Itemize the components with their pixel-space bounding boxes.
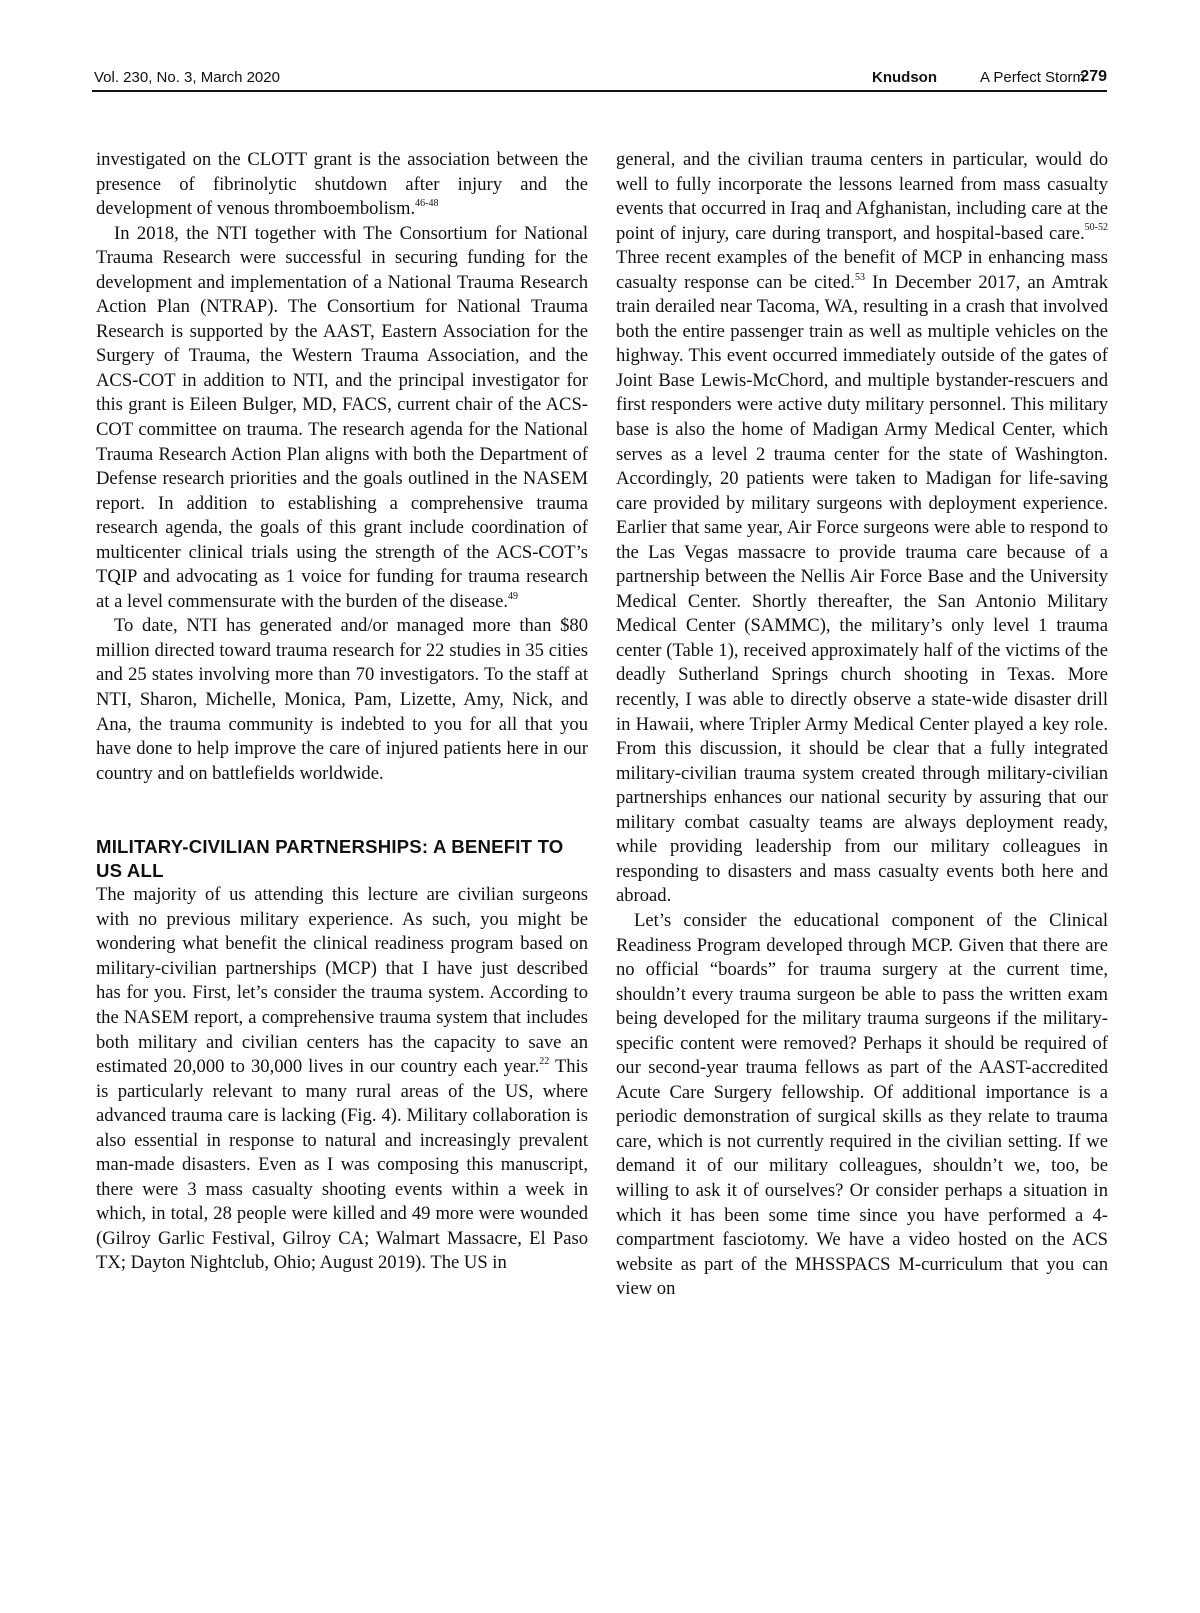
page-number: 279 (1080, 68, 1107, 85)
paragraph-text: general, and the civilian trauma centers in particular, would do well to fully incorporate the lessons learned from mass casualty events that occurred in Iraq and Afghanistan, including care at the point of injury, care during transport, and hospital-based care. (616, 149, 1108, 244)
right-column (616, 148, 1108, 1302)
section-heading: MILITARY-CIVILIAN PARTNERSHIPS: A BENEFIT TO US ALL (96, 836, 564, 882)
citation-ref: 46-48 (415, 197, 439, 209)
paragraph-text: Three recent examples of the benefit of MCP in enhancing mass casualty response can be cited. (616, 247, 1108, 293)
paragraph (616, 148, 1108, 909)
citation-ref: 53 (854, 271, 865, 283)
paragraph-text: In December 2017, an Amtrak train derailed near Tacoma, WA, resulting in a crash that involved both the entire passenger train as well as multiple vehicles on the highway. This event occurred immediately outside of the gates of Joint Base Lewis-McChord, and multiple bystander-rescuers and first responders were active duty military personnel. This military base is also the home of Madigan Army Medical Center, which serves as a level 2 trauma center for the state of Washington. Accordingly, 20 patients were taken to Madigan for life-saving care provided by military surgeons with deployment experience. Earlier that same year, Air Force surgeons were able to respond to the Las Vegas massacre to provide trauma care because of a partnership between the Nellis Air Force Base and the University Medical Center. Shortly thereafter, the San Antonio Military Medical Center (SAMMC), the military’s only level 1 trauma center (Table 1), received approximately half of the victims of the deadly Sutherland Springs church shooting in Texas. More recently, I was able to directly observe a state-wide disaster drill in Hawaii, where Tripler Army Medical Center played a key role. From this discussion, it should be clear that a fully integrated military-civilian trauma system created through military-civilian partnerships enhances our national security by assuring that our military combat casualty teams are always deployment ready, while providing leadership from our military colleagues in responding to disasters and mass casualty events both here and abroad. (616, 271, 1108, 907)
paragraph (96, 148, 588, 222)
paragraph-text: The majority of us attending this lecture are civilian surgeons with no previous military experience. As such, you might be wondering what benefit the clinical readiness program based on military-civilian partnerships (MCP) that I have just described has for you. First, let’s consider the trauma system. According to the NASEM report, a comprehensive trauma system that includes both military and civilian centers has the capacity to save an estimated 20,000 to 30,000 lives in our country each year. (96, 884, 588, 1078)
running-title: A Perfect Storm (980, 69, 1086, 86)
citation-ref: 22 (539, 1055, 550, 1067)
paragraph (96, 883, 588, 1276)
paragraph-text: This is particularly relevant to many rural areas of the US, where advanced trauma care is lacking (Fig. 4). Military collaboration is also essential in response to natural and increasingly prevalent man-made disasters. Even as I was composing this manuscript, there were 3 mass casualty shooting events within a week in which, in total, 28 people were killed and 49 more were wounded (Gilroy Garlic Festival, Gilroy CA; Walmart Massacre, El Paso TX; Dayton Nightclub, Ohio; August 2019). The US in (96, 1056, 589, 1274)
left-column (96, 148, 588, 1276)
paragraph: Let’s consider the educational component of the Clinical Readiness Program developed through MCP. Given that there are no official “boards” for trauma surgery at the current time, shouldn’t every trauma surgeon be able to pass the written exam being developed for the military trauma surgeons if the military-specific content were removed? Perhaps it should be required of our second-year trauma fellows as part of the AAST-accredited Acute Care Surgery fellowship. Of additional importance is a periodic demonstration of surgical skills as they relate to trauma care, which is not currently required in the civilian setting. If we demand it of our military colleagues, shouldn’t we, too, be willing to ask it of ourselves? Or consider perhaps a situation in which it has been some time since you have performed a 4-compartment fasciotomy. We have a video hosted on the ACS website as part of the MHSSPACS M-curriculum that you can view on (616, 909, 1108, 1300)
paragraph-text: investigated on the CLOTT grant is the association between the presence of fibrinolytic shutdown after injury and the development of venous thromboembolism. (96, 149, 588, 220)
paragraph-text: In 2018, the NTI together with The Consortium for National Trauma Research were successful in securing funding for the development and implementation of a National Trauma Research Action Plan (NTRAP). The Consortium for National Trauma Research is supported by the AAST, Eastern Association for the Surgery of Trauma, the Western Trauma Association, and the ACS-COT in addition to NTI, and the principal investigator for this grant is Eileen Bulger, MD, FACS, current chair of the ACS-COT committee on trauma. The research agenda for the National Trauma Research Action Plan aligns with both the Department of Defense research priorities and the goals outlined in the NASEM report. In addition to establishing a comprehensive trauma research agenda, the goals of this grant include coordination of multicenter clinical trials using the strength of the ACS-COT’s TQIP and advocating as 1 voice for funding for trauma research at a level commensurate with the burden of the disease. (96, 222, 588, 612)
citation-ref: 50-52 (1084, 222, 1108, 234)
citation-ref: 49 (508, 590, 519, 602)
paragraph: To date, NTI has generated and/or managed more than $80 million directed toward trauma research for 22 studies in 35 cities and 25 states involving more than 70 investigators. To the staff at NTI, Sharon, Michelle, Monica, Pam, Lizette, Amy, Nick, and Ana, the trauma community is indebted to you for all that you have done to help improve the care of injured patients here in our country and on battlefields worldwide. (96, 615, 588, 784)
paragraph (96, 222, 588, 615)
running-author: Knudson (872, 69, 937, 86)
journal-citation: Vol. 230, No. 3, March 2020 (94, 69, 280, 86)
running-header (92, 66, 1107, 92)
